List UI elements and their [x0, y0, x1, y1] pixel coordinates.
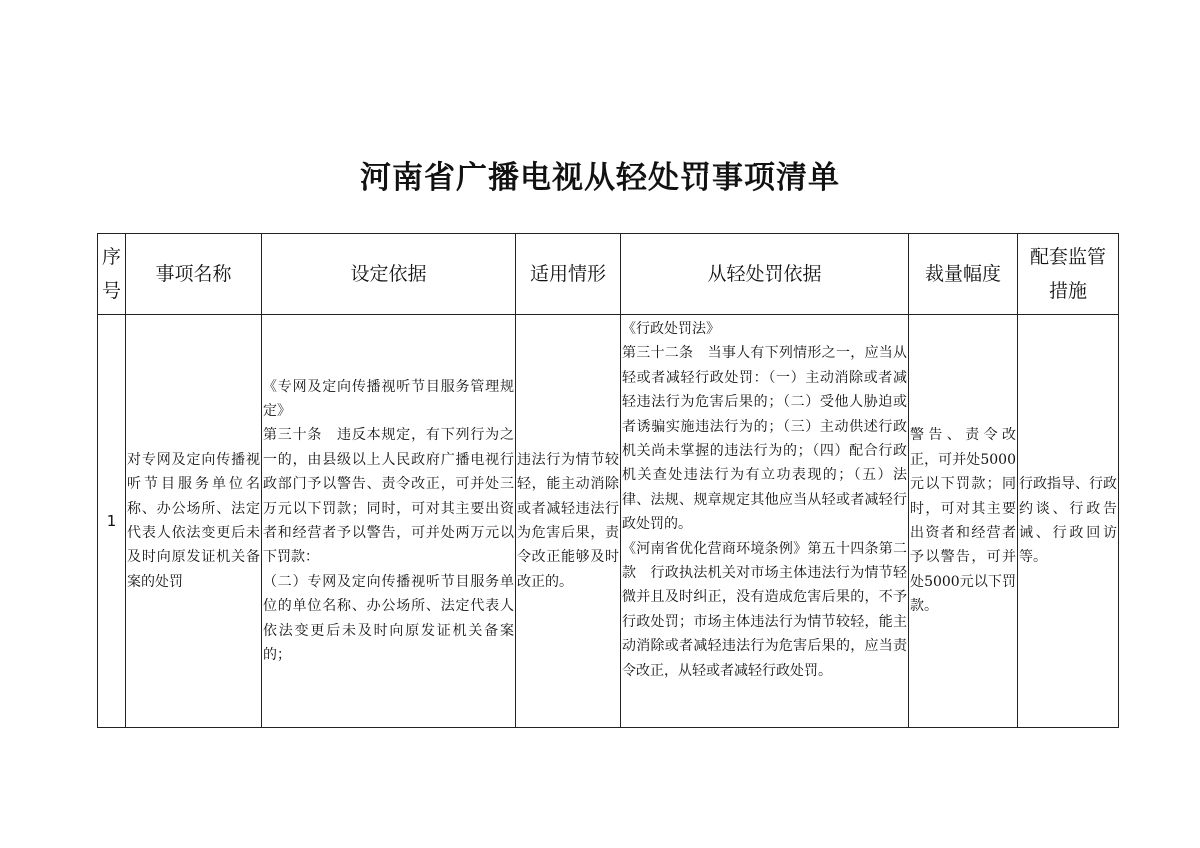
legal-paragraph: 《行政处罚法》: [622, 321, 720, 337]
header-range: 裁量幅度: [909, 234, 1018, 315]
header-basis: 设定依据: [262, 234, 516, 315]
header-measure-line1: 配套监管: [1029, 246, 1106, 268]
row-name-cell: [126, 315, 262, 728]
row-name: 对专网及定向传播视听节目服务单位名称、办公场所、法定代表人依法变更后未及时向原发证机关备案的处罚: [127, 451, 260, 590]
row-measure-cell: [1018, 315, 1119, 728]
row-case-cell: [516, 315, 621, 728]
row-legal-cell: [621, 315, 909, 728]
row-range-cell: [909, 315, 1018, 728]
basis-paragraph: （二）专网及定向传播视听节目服务单位的单位名称、办公场所、法定代表人依法变更后未及时向原发证机关备案的；: [263, 573, 514, 664]
row-measure: 行政指导、行政约谈、行政告诫、行政回访等。: [1019, 476, 1117, 566]
basis-paragraph: 第三十条 违反本规定，有下列行为之一的，由县级以上人民政府广播电视行政部门予以警告、责令改正，可并处三万元以下罚款；同时，可对其主要出资者和经营者予以警告，可并处两万元以下罚款：: [263, 427, 514, 566]
row-range: 警告、责令改正，可并处5000元以下罚款；同时，可对其主要出资者和经营者予以警告，可并处5000元以下罚款。: [910, 427, 1016, 615]
document-title: 河南省广播电视从轻处罚事项清单: [360, 160, 840, 196]
table-header-row: [98, 234, 1119, 315]
legal-paragraph: 《河南省优化营商环境条例》第五十四条第二款 行政执法机关对市场主体违法行为情节轻微并且及时纠正，没有造成危害后果的，不予行政处罚；市场主体违法行为情节较轻，能主动消除或者减轻违法行为危害后果的，应当责令改正，从轻或者减轻行政处罚。: [622, 540, 907, 679]
penalty-list-table: [97, 233, 1119, 728]
table-row: [98, 315, 1119, 728]
header-case: 适用情形: [516, 234, 621, 315]
header-seq-line1: 序: [101, 246, 121, 268]
row-basis-cell: [262, 315, 516, 728]
header-seq-line2: 号: [101, 280, 121, 302]
row-seq-cell: [98, 315, 126, 728]
header-measure-line2: 措施: [1048, 280, 1087, 302]
row-case: 违法行为情节较轻，能主动消除或者减轻违法行为危害后果，责令改正能够及时改正的。: [517, 451, 619, 590]
row-seq: 1: [106, 511, 117, 530]
basis-paragraph: 《专网及定向传播视听节目服务管理规定》: [263, 378, 514, 419]
header-name: 事项名称: [126, 234, 262, 315]
header-measure: [1018, 234, 1119, 315]
header-legal: 从轻处罚依据: [621, 234, 909, 315]
header-seq: [98, 234, 126, 315]
legal-paragraph: 第三十二条 当事人有下列情形之一，应当从轻或者减轻行政处罚：（一）主动消除或者减轻违法行为危害后果的；（二）受他人胁迫或者诱骗实施违法行为的；（三）主动供述行政机关尚未掌握的违法行为的；（四）配合行政机关查处违法行为有立功表现的；（五）法律、法规、规章规定其他应当从轻或者减轻行政处罚的。: [622, 345, 907, 533]
